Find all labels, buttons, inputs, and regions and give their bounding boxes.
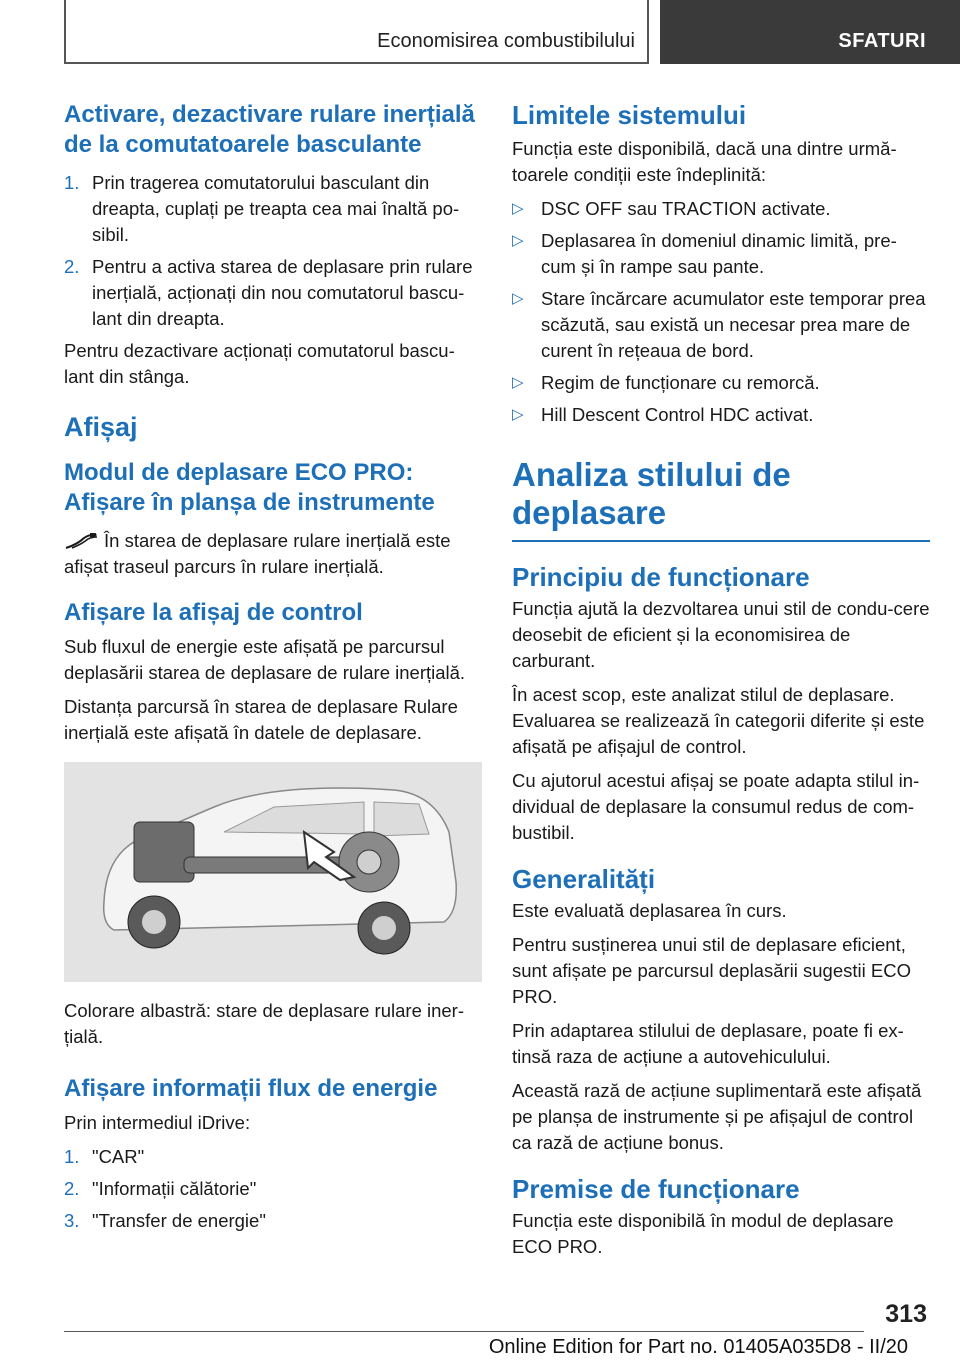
generalities-paragraph-4: Această rază de acțiune suplimentară este afișată pe planșa de instrumente și pe afișajul de control ca rază de acțiune bonus. xyxy=(512,1080,922,1153)
heading-display: Afișaj xyxy=(64,412,138,442)
triangle-right-icon: ▷ xyxy=(512,290,524,307)
right-column xyxy=(512,100,930,1268)
heading-generalities: Generalități xyxy=(512,864,656,894)
list-item: ▷ Deplasarea în domeniul dinamic limită, pre-cum și în rampe sau pante. xyxy=(512,230,897,277)
principle-paragraph-1: Funcția ajută la dezvoltarea unui stil de condu-cere deosebit de eficient și la economisirea de carburant. xyxy=(512,598,930,671)
header-section-title: SFATURI xyxy=(838,30,926,52)
car-drivetrain-drawing xyxy=(64,762,482,982)
header-chapter-box xyxy=(64,0,649,64)
triangle-right-icon: ▷ xyxy=(512,406,524,423)
heading-control-display: Afișare la afișaj de control xyxy=(64,599,363,626)
list-item: 1. Prin tragerea comutatorului basculant din dreapta, cuplați pe treapta cea mai înaltă po-sibil. xyxy=(64,172,460,245)
header-section-box xyxy=(660,0,960,64)
heading-prerequisites: Premise de funcționare xyxy=(512,1174,800,1204)
control-display-paragraph-1: Sub fluxul de energie este afișată pe parcursul deplasării starea de deplasare de rulare inerțială. xyxy=(64,636,466,683)
footer-divider xyxy=(64,1331,864,1332)
coasting-road-icon xyxy=(64,532,98,550)
generalities-paragraph-2: Pentru susținerea unui stil de deplasare eficient, sunt afișate pe parcursul deplasării sugestii ECO PRO. xyxy=(512,934,911,1007)
left-column xyxy=(64,100,482,1240)
idrive-paragraph: Prin intermediul iDrive: xyxy=(64,1112,251,1133)
triangle-right-icon: ▷ xyxy=(512,200,524,217)
control-display-paragraph-2: Distanța parcursă în starea de deplasare Rulare inerțială este afișată în datele de deplasare. xyxy=(64,696,458,743)
list-item: 2. Pentru a activa starea de deplasare prin rulare inerțială, acționați din nou comutatorul bascu-lant din dreapta. xyxy=(64,256,473,329)
heading-eco-pro-instrument: Modul de deplasare ECO PRO: Afișare în planșa de instrumente xyxy=(64,459,435,516)
generalities-paragraph-1: Este evaluată deplasarea în curs. xyxy=(512,900,787,921)
vehicle-illustration xyxy=(64,762,482,982)
heading-rocker-switch: Activare, dezactivare rulare inerțială de la comutatoarele basculante xyxy=(64,101,475,158)
idrive-steps xyxy=(64,1144,482,1234)
list-item: ▷ Hill Descent Control HDC activat. xyxy=(512,402,930,428)
heading-system-limits: Limitele sistemului xyxy=(512,100,747,130)
figure-caption: Colorare albastră: stare de deplasare rulare iner-țială. xyxy=(64,1000,465,1047)
prerequisites-paragraph: Funcția este disponibilă în modul de deplasare ECO PRO. xyxy=(512,1210,894,1257)
heading-energy-flow: Afișare informații flux de energie xyxy=(64,1075,438,1102)
list-item: ▷ Stare încărcare acumulator este temporar prea scăzută, sau există un necesar prea mare de curent în rețeaua de bord. xyxy=(512,288,926,361)
triangle-right-icon: ▷ xyxy=(512,374,524,391)
section-divider xyxy=(512,540,930,542)
principle-paragraph-2: În acest scop, este analizat stilul de deplasare. Evaluarea se realizează în categorii diferite și este afișată pe afișajul de control. xyxy=(512,684,925,757)
heading-function-principle: Principiu de funcționare xyxy=(512,562,810,592)
principle-paragraph-3: Cu ajutorul acestui afișaj se poate adapta stilul in-dividual de deplasare la consumul redus de com-bustibil. xyxy=(512,770,920,843)
deactivation-paragraph: Pentru dezactivare acționați comutatorul bascu-lant din stânga. xyxy=(64,340,455,387)
eco-pro-paragraph: În starea de deplasare rulare inerțială este afișat traseul parcurs în rulare inerțială. xyxy=(64,530,451,577)
list-item: 2. "Informații călătorie" xyxy=(64,1178,257,1199)
page-header xyxy=(0,0,960,66)
list-item: ▷ Regim de funcționare cu remorcă. xyxy=(512,370,930,396)
generalities-paragraph-3: Prin adaptarea stilului de deplasare, poate fi ex-tinsă raza de acțiune a autovehiculului. xyxy=(512,1020,904,1067)
heading-driving-style-analysis: Analiza stilului de deplasare xyxy=(512,456,791,531)
page-number: 313 xyxy=(885,1300,927,1328)
triangle-right-icon: ▷ xyxy=(512,232,524,249)
list-item: ▷ DSC OFF sau TRACTION activate. xyxy=(512,196,930,222)
edition-footer: Online Edition for Part no. 01405A035D8 - II/20 xyxy=(488,1336,908,1358)
rocker-switch-steps xyxy=(64,170,482,332)
list-item: 1. "CAR" xyxy=(64,1146,145,1167)
list-item: 3. "Transfer de energie" xyxy=(64,1210,266,1231)
system-limits-paragraph: Funcția este disponibilă, dacă una dintre urmă-toarele condiții este îndeplinită: xyxy=(512,138,897,185)
header-chapter-title: Economisirea combustibilului xyxy=(377,30,635,52)
system-limits-list xyxy=(512,196,930,428)
